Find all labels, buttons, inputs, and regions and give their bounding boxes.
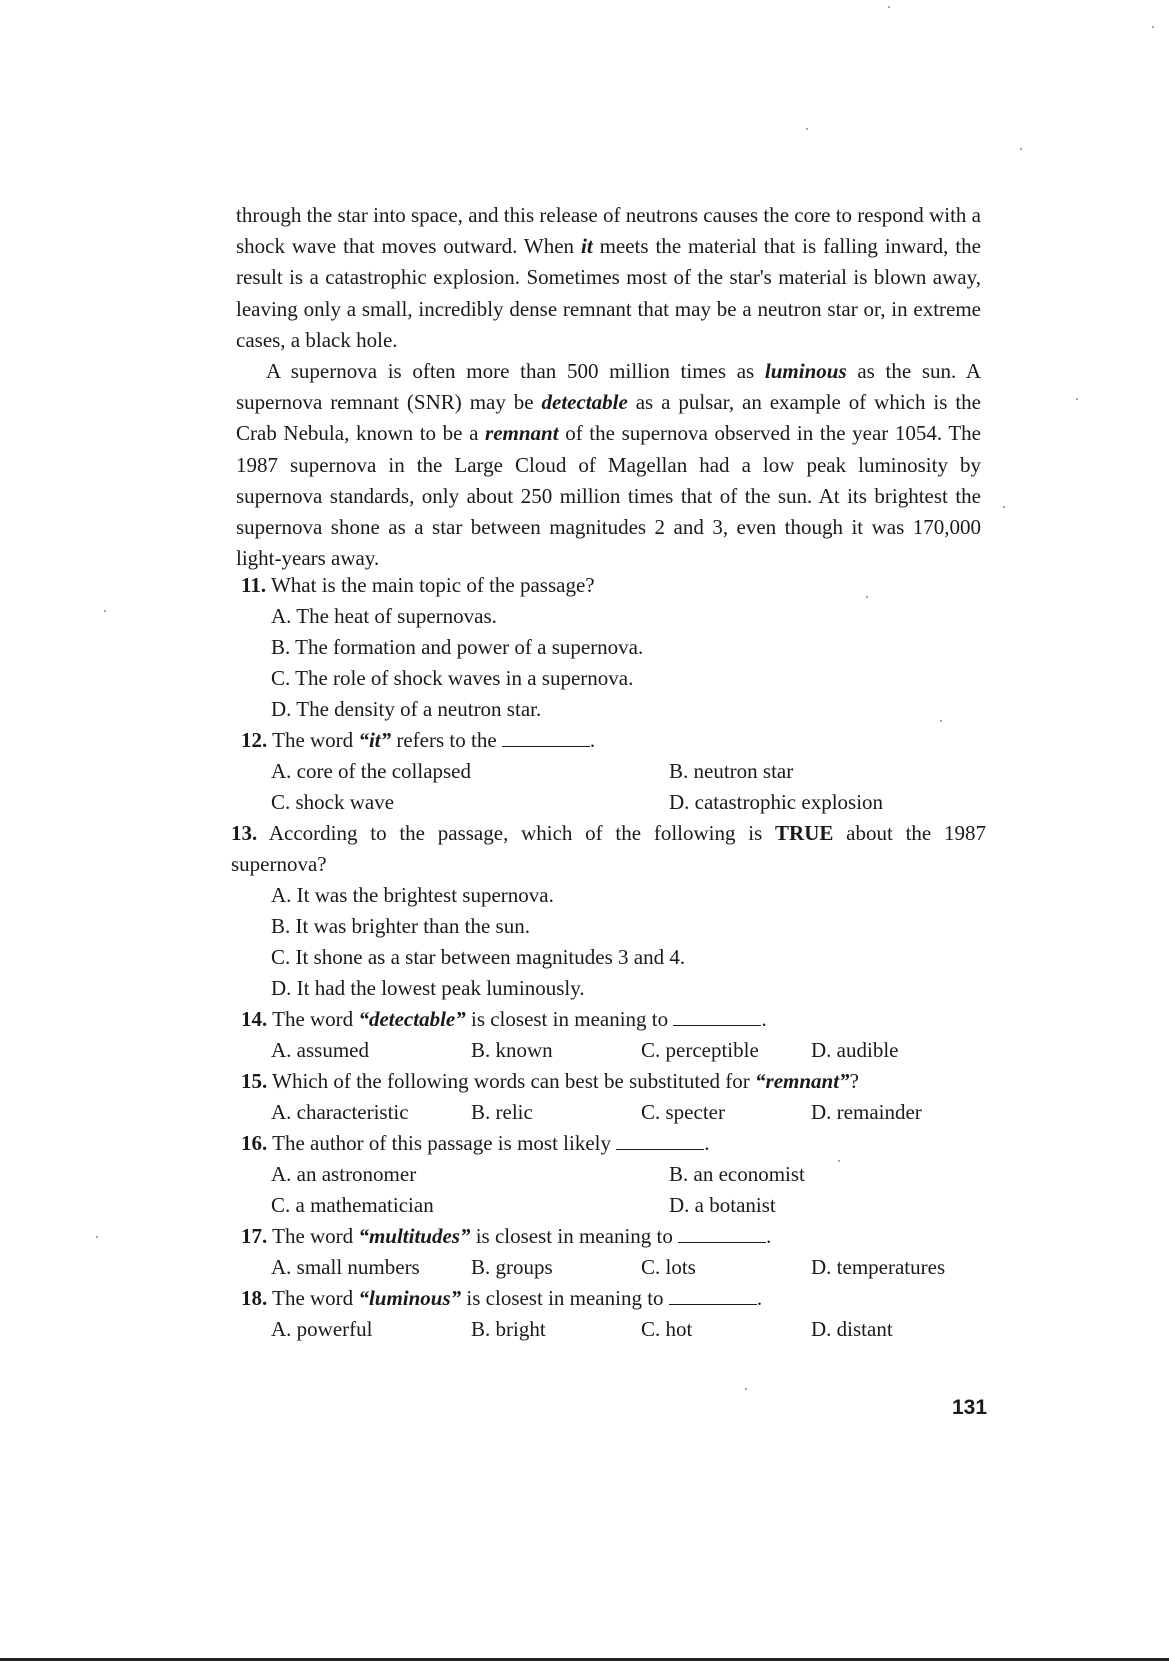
question-number: 17. bbox=[241, 1224, 268, 1248]
option-c: C. The role of shock waves in a supernova. bbox=[271, 666, 634, 690]
question-text: ? bbox=[849, 1069, 859, 1093]
option-c: C. specter bbox=[641, 1100, 725, 1124]
passage-text: through the star into space, and this release of neutrons causes the core to respond with a shock wave that moves outward. When bbox=[236, 203, 981, 259]
question-16 bbox=[241, 1128, 986, 1221]
emphasized-word: TRUE bbox=[775, 821, 834, 845]
question-number: 16. bbox=[241, 1131, 268, 1155]
option-d: D. catastrophic explosion bbox=[669, 790, 884, 814]
answer-blank bbox=[673, 1009, 761, 1026]
question-12 bbox=[241, 725, 986, 818]
question-17 bbox=[241, 1221, 986, 1283]
scan-speck bbox=[940, 720, 942, 722]
emphasized-word: “detectable” bbox=[358, 1007, 466, 1031]
option-a: A. core of the collapsed bbox=[271, 759, 472, 783]
option-d: D. distant bbox=[811, 1317, 893, 1341]
answer-blank bbox=[678, 1226, 766, 1243]
page-number: 131 bbox=[952, 1396, 988, 1419]
question-text: Which of the following words can best be substituted for bbox=[267, 1069, 756, 1093]
option-c: C. hot bbox=[641, 1317, 693, 1341]
scan-speck bbox=[866, 596, 868, 598]
option-b: B. groups bbox=[471, 1255, 553, 1279]
answer-blank bbox=[502, 730, 590, 747]
question-text: is closest in meaning to bbox=[461, 1286, 669, 1310]
passage-text: meets the material that is falling inward, the result is a catastrophic explosion. Sometimes most of the star's material is blown away, leaving only a small, incredibly dense remnant that may be a neutron star or, in extreme cases, a black hole. bbox=[236, 234, 981, 352]
question-text: . bbox=[766, 1224, 772, 1248]
option-b: B. The formation and power of a supernova. bbox=[271, 635, 644, 659]
option-a: A. characteristic bbox=[271, 1100, 409, 1124]
emphasized-word: detectable bbox=[541, 390, 628, 415]
question-text: The word bbox=[267, 1286, 359, 1310]
option-c: C. shock wave bbox=[271, 790, 395, 814]
passage-text: as the sun. A supernova remnant (SNR) may be bbox=[236, 359, 982, 415]
emphasized-word: “it” bbox=[358, 728, 392, 752]
emphasized-word: it bbox=[580, 234, 593, 259]
option-c: C. It shone as a star between magnitudes 3 and 4. bbox=[271, 945, 686, 969]
answer-blank bbox=[669, 1288, 757, 1305]
scan-speck bbox=[838, 1160, 840, 1162]
question-number: 13. bbox=[231, 821, 258, 845]
answer-blank bbox=[616, 1133, 704, 1150]
question-15 bbox=[241, 1066, 986, 1128]
scan-speck bbox=[1152, 26, 1154, 28]
option-d: D. temperatures bbox=[811, 1255, 946, 1279]
question-text: The author of this passage is most likely bbox=[267, 1131, 617, 1155]
option-d: D. remainder bbox=[811, 1100, 922, 1124]
question-13 bbox=[231, 818, 986, 1004]
scan-speck bbox=[1020, 148, 1022, 150]
question-11 bbox=[241, 570, 986, 725]
emphasized-word: “remnant” bbox=[755, 1069, 850, 1093]
question-number: 12. bbox=[241, 728, 268, 752]
reading-passage bbox=[236, 200, 981, 574]
question-14 bbox=[241, 1004, 986, 1066]
scan-speck bbox=[745, 1388, 747, 1390]
option-a: A. powerful bbox=[271, 1317, 373, 1341]
question-18 bbox=[241, 1283, 986, 1345]
question-text: The word bbox=[267, 728, 359, 752]
option-b: B. bright bbox=[471, 1317, 546, 1341]
question-list bbox=[231, 570, 986, 1345]
scan-speck bbox=[1003, 506, 1005, 508]
passage-text: A supernova is often more than 500 million times as bbox=[266, 359, 765, 384]
question-text: The word bbox=[267, 1224, 359, 1248]
question-text: The word bbox=[267, 1007, 359, 1031]
option-a: A. The heat of supernovas. bbox=[271, 604, 497, 628]
option-c: C. perceptible bbox=[641, 1038, 759, 1062]
question-text: about the 1987 supernova? bbox=[231, 821, 986, 876]
passage-text: of the supernova observed in the year 1054. The 1987 supernova in the Large Cloud of Magellan had a low peak luminosity by supernova standards, only about 250 million times that of the sun. At its brightest the supernova shone as a star between magnitudes 2 and 3, even though it was 170,000 light-years away. bbox=[236, 421, 982, 571]
option-b: B. It was brighter than the sun. bbox=[271, 914, 530, 938]
question-text: . bbox=[589, 728, 596, 752]
emphasized-word: remnant bbox=[485, 421, 559, 446]
emphasized-word: “luminous” bbox=[358, 1286, 462, 1310]
option-a: A. an astronomer bbox=[271, 1162, 417, 1186]
question-text: . bbox=[761, 1007, 767, 1031]
question-number: 18. bbox=[241, 1286, 268, 1310]
question-number: 11. bbox=[241, 573, 267, 597]
option-b: B. neutron star bbox=[669, 759, 794, 783]
option-a: A. It was the brightest supernova. bbox=[271, 883, 554, 907]
option-c: C. lots bbox=[641, 1255, 696, 1279]
question-text: . bbox=[756, 1286, 763, 1310]
option-d: D. The density of a neutron star. bbox=[271, 697, 542, 721]
scan-speck bbox=[104, 610, 106, 612]
scan-speck bbox=[96, 1236, 98, 1238]
question-text: is closest in meaning to bbox=[470, 1224, 679, 1248]
option-a: A. assumed bbox=[271, 1038, 369, 1062]
option-d: D. It had the lowest peak luminously. bbox=[271, 976, 585, 1000]
option-b: B. known bbox=[471, 1038, 553, 1062]
question-number: 14. bbox=[241, 1007, 268, 1031]
question-text: According to the passage, which of the following is bbox=[257, 821, 776, 845]
passage-paragraph-2 bbox=[236, 356, 981, 574]
option-d: D. audible bbox=[811, 1038, 899, 1062]
option-c: C. a mathematician bbox=[271, 1193, 434, 1217]
question-text: . bbox=[704, 1131, 710, 1155]
emphasized-word: “multitudes” bbox=[358, 1224, 471, 1248]
option-b: B. an economist bbox=[669, 1162, 805, 1186]
passage-text: as a pulsar, an example of which is the Crab Nebula, known to be a bbox=[236, 390, 981, 446]
emphasized-word: luminous bbox=[764, 359, 847, 384]
question-text: What is the main topic of the passage? bbox=[266, 573, 595, 597]
option-a: A. small numbers bbox=[271, 1255, 420, 1279]
scan-speck bbox=[1076, 398, 1078, 400]
question-number: 15. bbox=[241, 1069, 268, 1093]
scan-speck bbox=[806, 128, 808, 130]
question-text: is closest in meaning to bbox=[465, 1007, 674, 1031]
question-text: refers to the bbox=[391, 728, 502, 752]
scan-speck bbox=[888, 6, 890, 8]
passage-paragraph-1 bbox=[236, 200, 981, 356]
option-d: D. a botanist bbox=[669, 1193, 776, 1217]
option-b: B. relic bbox=[471, 1100, 533, 1124]
